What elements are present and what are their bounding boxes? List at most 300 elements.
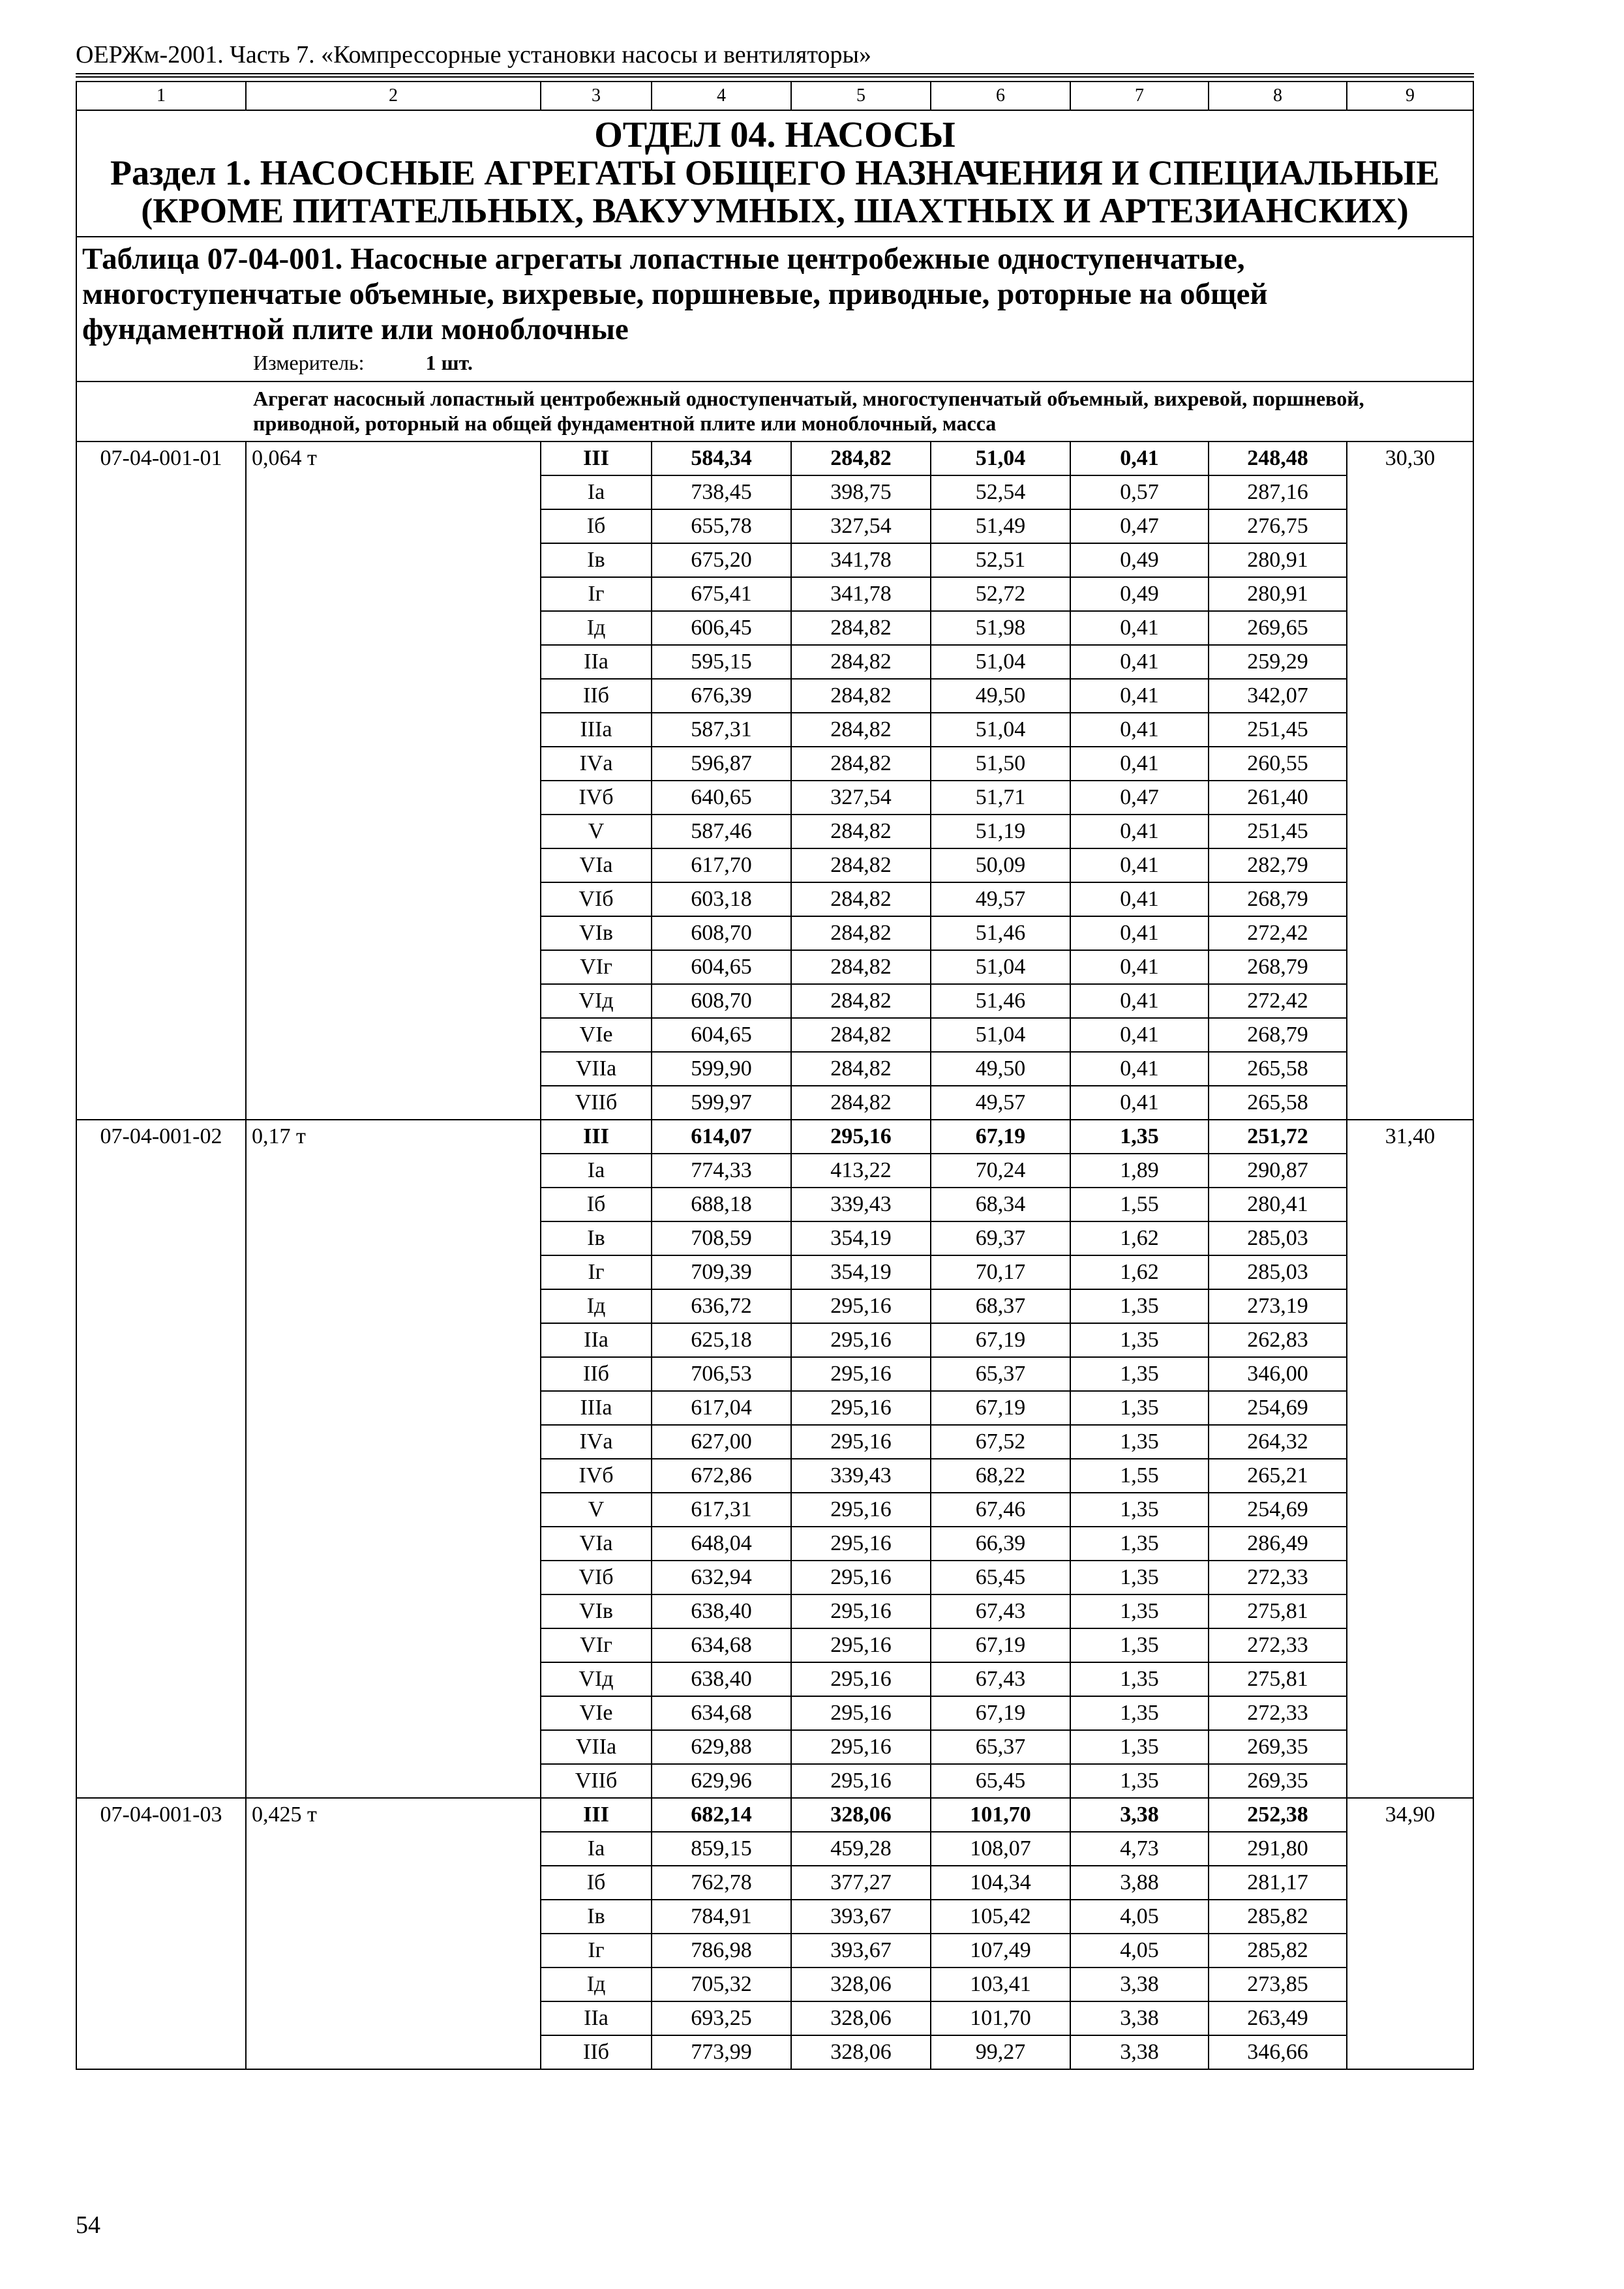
direct-costs: 627,00	[652, 1425, 791, 1459]
wages: 328,06	[791, 2035, 931, 2069]
zone-label: Iг	[541, 1934, 652, 1967]
measurer-label: Измеритель:	[253, 351, 365, 374]
direct-costs: 774,33	[652, 1154, 791, 1188]
zone-label: Iв	[541, 1900, 652, 1934]
driver-wages: 1,35	[1070, 1764, 1209, 1798]
materials: 264,32	[1209, 1425, 1347, 1459]
zone-label: Iг	[541, 577, 652, 611]
direct-costs: 608,70	[652, 984, 791, 1018]
machine-costs: 51,04	[931, 950, 1070, 984]
direct-costs: 672,86	[652, 1459, 791, 1493]
wages: 295,16	[791, 1289, 931, 1323]
zone-label: V	[541, 815, 652, 848]
wages: 339,43	[791, 1188, 931, 1221]
machine-costs: 108,07	[931, 1832, 1070, 1866]
materials: 273,19	[1209, 1289, 1347, 1323]
wages: 295,16	[791, 1628, 931, 1662]
zone-label: IIб	[541, 679, 652, 713]
machine-costs: 51,49	[931, 509, 1070, 543]
zone-label: IIб	[541, 2035, 652, 2069]
driver-wages: 3,88	[1070, 1866, 1209, 1900]
driver-wages: 3,38	[1070, 2035, 1209, 2069]
materials: 268,79	[1209, 950, 1347, 984]
driver-wages: 1,35	[1070, 1425, 1209, 1459]
direct-costs: 676,39	[652, 679, 791, 713]
machine-costs: 51,46	[931, 984, 1070, 1018]
zone-label: VIа	[541, 848, 652, 882]
zone-label: VIб	[541, 1561, 652, 1594]
zone-label: IVа	[541, 747, 652, 781]
zone-label: Iб	[541, 509, 652, 543]
driver-wages: 1,35	[1070, 1696, 1209, 1730]
machine-costs: 65,37	[931, 1730, 1070, 1764]
section-heading	[76, 110, 1473, 237]
zone-label: Iв	[541, 1221, 652, 1255]
wages: 341,78	[791, 577, 931, 611]
direct-costs: 604,65	[652, 950, 791, 984]
machine-costs: 67,43	[931, 1594, 1070, 1628]
materials: 262,83	[1209, 1323, 1347, 1357]
machine-costs: 67,19	[931, 1323, 1070, 1357]
wages: 393,67	[791, 1900, 931, 1934]
wages: 284,82	[791, 747, 931, 781]
measurer-unit: 1 шт.	[425, 351, 473, 374]
machine-costs: 49,57	[931, 1086, 1070, 1120]
machine-costs: 66,39	[931, 1527, 1070, 1561]
direct-costs: 614,07	[652, 1120, 791, 1154]
zone-label: Iд	[541, 1289, 652, 1323]
zone-label: VIIа	[541, 1730, 652, 1764]
direct-costs: 675,20	[652, 543, 791, 577]
zone-label: Iб	[541, 1866, 652, 1900]
column-number: 3	[541, 82, 652, 110]
materials: 251,72	[1209, 1120, 1347, 1154]
materials: 272,33	[1209, 1696, 1347, 1730]
direct-costs: 675,41	[652, 577, 791, 611]
direct-costs: 738,45	[652, 475, 791, 509]
zone-label: VIIа	[541, 1052, 652, 1086]
wages: 413,22	[791, 1154, 931, 1188]
materials: 282,79	[1209, 848, 1347, 882]
machine-costs: 51,46	[931, 916, 1070, 950]
driver-wages: 1,35	[1070, 1730, 1209, 1764]
materials: 265,58	[1209, 1086, 1347, 1120]
wages: 284,82	[791, 815, 931, 848]
driver-wages: 0,41	[1070, 611, 1209, 645]
driver-wages: 0,57	[1070, 475, 1209, 509]
wages: 284,82	[791, 882, 931, 916]
direct-costs: 634,68	[652, 1628, 791, 1662]
direct-costs: 706,53	[652, 1357, 791, 1391]
driver-wages: 0,41	[1070, 916, 1209, 950]
materials: 272,42	[1209, 984, 1347, 1018]
driver-wages: 0,49	[1070, 577, 1209, 611]
zone-label: Iв	[541, 543, 652, 577]
zone-label: IVб	[541, 1459, 652, 1493]
direct-costs: 655,78	[652, 509, 791, 543]
driver-wages: 1,35	[1070, 1561, 1209, 1594]
table-title: Таблица 07-04-001. Насосные агрегаты лопастные центробежные одноступенчатые, многоступенчатые объемные, вихревые, поршневые, приводные, роторные на общей фундаментной плите или моноблочные	[82, 242, 1268, 346]
wages: 284,82	[791, 1052, 931, 1086]
machine-costs: 101,70	[931, 2001, 1070, 2035]
direct-costs: 617,70	[652, 848, 791, 882]
driver-wages: 1,35	[1070, 1628, 1209, 1662]
materials: 285,03	[1209, 1221, 1347, 1255]
table-row	[76, 1120, 1473, 1154]
zone-label: IIб	[541, 1357, 652, 1391]
column-number: 6	[931, 82, 1070, 110]
driver-wages: 0,41	[1070, 441, 1209, 475]
labor-cost: 34,90	[1347, 1798, 1473, 2069]
wages: 377,27	[791, 1866, 931, 1900]
machine-costs: 99,27	[931, 2035, 1070, 2069]
materials: 248,48	[1209, 441, 1347, 475]
zone-label: III	[541, 1120, 652, 1154]
zone-label: Iа	[541, 475, 652, 509]
driver-wages: 0,41	[1070, 815, 1209, 848]
materials: 254,69	[1209, 1391, 1347, 1425]
direct-costs: 606,45	[652, 611, 791, 645]
materials: 342,07	[1209, 679, 1347, 713]
materials: 275,81	[1209, 1662, 1347, 1696]
machine-costs: 52,51	[931, 543, 1070, 577]
resource-mass: 0,17 т	[246, 1120, 541, 1798]
machine-costs: 104,34	[931, 1866, 1070, 1900]
driver-wages: 4,05	[1070, 1900, 1209, 1934]
machine-costs: 67,19	[931, 1120, 1070, 1154]
machine-costs: 50,09	[931, 848, 1070, 882]
wages: 295,16	[791, 1425, 931, 1459]
direct-costs: 617,04	[652, 1391, 791, 1425]
machine-costs: 51,50	[931, 747, 1070, 781]
machine-costs: 51,71	[931, 781, 1070, 815]
machine-costs: 68,22	[931, 1459, 1070, 1493]
machine-costs: 52,54	[931, 475, 1070, 509]
driver-wages: 0,41	[1070, 882, 1209, 916]
direct-costs: 648,04	[652, 1527, 791, 1561]
zone-label: VIг	[541, 1628, 652, 1662]
materials: 280,41	[1209, 1188, 1347, 1221]
rate-code: 07-04-001-03	[76, 1798, 246, 2069]
resource-mass: 0,064 т	[246, 441, 541, 1120]
wages: 393,67	[791, 1934, 931, 1967]
zone-label: Iг	[541, 1255, 652, 1289]
wages: 295,16	[791, 1527, 931, 1561]
materials: 276,75	[1209, 509, 1347, 543]
zone-label: III	[541, 1798, 652, 1832]
materials: 265,58	[1209, 1052, 1347, 1086]
materials: 280,91	[1209, 577, 1347, 611]
wages: 328,06	[791, 2001, 931, 2035]
wages: 284,82	[791, 1018, 931, 1052]
table-title-row	[76, 237, 1473, 382]
machine-costs: 67,19	[931, 1391, 1070, 1425]
wages: 295,16	[791, 1730, 931, 1764]
column-number: 5	[791, 82, 931, 110]
machine-costs: 49,57	[931, 882, 1070, 916]
direct-costs: 638,40	[652, 1662, 791, 1696]
driver-wages: 3,38	[1070, 1798, 1209, 1832]
machine-costs: 65,45	[931, 1561, 1070, 1594]
machine-costs: 49,50	[931, 1052, 1070, 1086]
direct-costs: 693,25	[652, 2001, 791, 2035]
machine-costs: 105,42	[931, 1900, 1070, 1934]
zone-label: VIа	[541, 1527, 652, 1561]
wages: 284,82	[791, 1086, 931, 1120]
materials: 275,81	[1209, 1594, 1347, 1628]
driver-wages: 0,41	[1070, 984, 1209, 1018]
machine-costs: 52,72	[931, 577, 1070, 611]
price-table	[76, 81, 1474, 2070]
materials: 273,85	[1209, 1967, 1347, 2001]
driver-wages: 4,73	[1070, 1832, 1209, 1866]
column-number: 4	[652, 82, 791, 110]
driver-wages: 4,05	[1070, 1934, 1209, 1967]
wages: 284,82	[791, 645, 931, 679]
wages: 398,75	[791, 475, 931, 509]
direct-costs: 688,18	[652, 1188, 791, 1221]
machine-costs: 107,49	[931, 1934, 1070, 1967]
zone-label: IVб	[541, 781, 652, 815]
direct-costs: 595,15	[652, 645, 791, 679]
driver-wages: 0,41	[1070, 713, 1209, 747]
machine-costs: 51,04	[931, 645, 1070, 679]
materials: 261,40	[1209, 781, 1347, 815]
driver-wages: 1,35	[1070, 1323, 1209, 1357]
driver-wages: 1,35	[1070, 1357, 1209, 1391]
zone-label: IIIа	[541, 713, 652, 747]
labor-cost: 31,40	[1347, 1120, 1473, 1798]
machine-costs: 51,98	[931, 611, 1070, 645]
materials: 265,21	[1209, 1459, 1347, 1493]
driver-wages: 1,35	[1070, 1662, 1209, 1696]
materials: 272,33	[1209, 1628, 1347, 1662]
wages: 295,16	[791, 1594, 931, 1628]
machine-costs: 69,37	[931, 1221, 1070, 1255]
description-cell	[76, 382, 1473, 441]
department-title: ОТДЕЛ 04. НАСОСЫ	[594, 115, 955, 155]
direct-costs: 682,14	[652, 1798, 791, 1832]
driver-wages: 1,35	[1070, 1493, 1209, 1527]
wages: 459,28	[791, 1832, 931, 1866]
machine-costs: 67,52	[931, 1425, 1070, 1459]
zone-label: VIIб	[541, 1764, 652, 1798]
zone-label: IIа	[541, 1323, 652, 1357]
zone-label: VIд	[541, 1662, 652, 1696]
machine-costs: 101,70	[931, 1798, 1070, 1832]
materials: 269,35	[1209, 1730, 1347, 1764]
zone-label: IIа	[541, 2001, 652, 2035]
driver-wages: 0,41	[1070, 747, 1209, 781]
wages: 284,82	[791, 441, 931, 475]
table-row	[76, 441, 1473, 475]
materials: 268,79	[1209, 1018, 1347, 1052]
wages: 341,78	[791, 543, 931, 577]
machine-costs: 68,37	[931, 1289, 1070, 1323]
driver-wages: 0,41	[1070, 1086, 1209, 1120]
machine-costs: 51,04	[931, 713, 1070, 747]
materials: 268,79	[1209, 882, 1347, 916]
wages: 284,82	[791, 916, 931, 950]
driver-wages: 0,41	[1070, 950, 1209, 984]
description-row	[76, 382, 1473, 441]
driver-wages: 0,41	[1070, 848, 1209, 882]
running-header: ОЕРЖм-2001. Часть 7. «Компрессорные установки насосы и вентиляторы»	[76, 41, 872, 68]
wages: 284,82	[791, 950, 931, 984]
materials: 252,38	[1209, 1798, 1347, 1832]
materials: 290,87	[1209, 1154, 1347, 1188]
wages: 284,82	[791, 984, 931, 1018]
zone-label: VIIб	[541, 1086, 652, 1120]
machine-costs: 65,37	[931, 1357, 1070, 1391]
direct-costs: 584,34	[652, 441, 791, 475]
driver-wages: 1,35	[1070, 1391, 1209, 1425]
machine-costs: 49,50	[931, 679, 1070, 713]
wages: 295,16	[791, 1662, 931, 1696]
wages: 295,16	[791, 1391, 931, 1425]
materials: 272,42	[1209, 916, 1347, 950]
materials: 254,69	[1209, 1493, 1347, 1527]
direct-costs: 709,39	[652, 1255, 791, 1289]
direct-costs: 608,70	[652, 916, 791, 950]
machine-costs: 67,19	[931, 1628, 1070, 1662]
machine-costs: 51,04	[931, 441, 1070, 475]
driver-wages: 1,35	[1070, 1594, 1209, 1628]
driver-wages: 0,41	[1070, 679, 1209, 713]
wages: 339,43	[791, 1459, 931, 1493]
wages: 295,16	[791, 1764, 931, 1798]
column-number: 2	[246, 82, 541, 110]
machine-costs: 65,45	[931, 1764, 1070, 1798]
rate-code: 07-04-001-02	[76, 1120, 246, 1798]
direct-costs: 603,18	[652, 882, 791, 916]
column-number: 8	[1209, 82, 1347, 110]
machine-costs: 68,34	[931, 1188, 1070, 1221]
wages: 295,16	[791, 1120, 931, 1154]
zone-label: VIе	[541, 1696, 652, 1730]
zone-label: VIб	[541, 882, 652, 916]
section-title: Раздел 1. НАСОСНЫЕ АГРЕГАТЫ ОБЩЕГО НАЗНАЧЕНИЯ И СПЕЦИАЛЬНЫЕ (КРОМЕ ПИТАТЕЛЬНЫХ, ВАКУУМНЫХ, ШАХТНЫХ И АРТЕЗИАНСКИХ)	[110, 153, 1440, 230]
rate-code: 07-04-001-01	[76, 441, 246, 1120]
materials: 285,03	[1209, 1255, 1347, 1289]
wages: 284,82	[791, 611, 931, 645]
driver-wages: 1,62	[1070, 1221, 1209, 1255]
direct-costs: 587,31	[652, 713, 791, 747]
zone-label: V	[541, 1493, 652, 1527]
wages: 328,06	[791, 1967, 931, 2001]
machine-costs: 51,19	[931, 815, 1070, 848]
direct-costs: 773,99	[652, 2035, 791, 2069]
direct-costs: 587,46	[652, 815, 791, 848]
wages: 295,16	[791, 1561, 931, 1594]
zone-label: III	[541, 441, 652, 475]
driver-wages: 0,41	[1070, 1018, 1209, 1052]
direct-costs: 629,96	[652, 1764, 791, 1798]
direct-costs: 640,65	[652, 781, 791, 815]
driver-wages: 0,41	[1070, 1052, 1209, 1086]
zone-label: IVа	[541, 1425, 652, 1459]
machine-costs: 70,24	[931, 1154, 1070, 1188]
direct-costs: 604,65	[652, 1018, 791, 1052]
driver-wages: 1,55	[1070, 1459, 1209, 1493]
zone-label: VIг	[541, 950, 652, 984]
wages: 295,16	[791, 1323, 931, 1357]
table-row	[76, 1798, 1473, 1832]
direct-costs: 625,18	[652, 1323, 791, 1357]
materials: 281,17	[1209, 1866, 1347, 1900]
driver-wages: 0,47	[1070, 781, 1209, 815]
direct-costs: 636,72	[652, 1289, 791, 1323]
zone-label: VIв	[541, 916, 652, 950]
wages: 327,54	[791, 781, 931, 815]
direct-costs: 629,88	[652, 1730, 791, 1764]
driver-wages: 1,35	[1070, 1527, 1209, 1561]
materials: 260,55	[1209, 747, 1347, 781]
zone-label: VIе	[541, 1018, 652, 1052]
wages: 295,16	[791, 1493, 931, 1527]
direct-costs: 708,59	[652, 1221, 791, 1255]
column-number: 9	[1347, 82, 1473, 110]
materials: 269,35	[1209, 1764, 1347, 1798]
direct-costs: 784,91	[652, 1900, 791, 1934]
header-rule-double	[76, 76, 1474, 78]
materials: 263,49	[1209, 2001, 1347, 2035]
materials: 285,82	[1209, 1900, 1347, 1934]
direct-costs: 599,90	[652, 1052, 791, 1086]
driver-wages: 1,35	[1070, 1120, 1209, 1154]
materials: 269,65	[1209, 611, 1347, 645]
materials: 272,33	[1209, 1561, 1347, 1594]
zone-label: Iа	[541, 1832, 652, 1866]
wages: 295,16	[791, 1696, 931, 1730]
zone-label: Iд	[541, 1967, 652, 2001]
direct-costs: 617,31	[652, 1493, 791, 1527]
column-number-row	[76, 82, 1473, 110]
machine-costs: 70,17	[931, 1255, 1070, 1289]
wages: 284,82	[791, 679, 931, 713]
zone-label: IIIа	[541, 1391, 652, 1425]
materials: 280,91	[1209, 543, 1347, 577]
wages: 327,54	[791, 509, 931, 543]
materials: 259,29	[1209, 645, 1347, 679]
wages: 354,19	[791, 1255, 931, 1289]
direct-costs: 859,15	[652, 1832, 791, 1866]
zone-label: IIа	[541, 645, 652, 679]
section-header-row	[76, 110, 1473, 237]
wages: 284,82	[791, 713, 931, 747]
resource-mass: 0,425 т	[246, 1798, 541, 2069]
table-title-cell	[76, 237, 1473, 382]
measurer	[82, 348, 1467, 377]
materials: 287,16	[1209, 475, 1347, 509]
materials: 286,49	[1209, 1527, 1347, 1561]
materials: 346,66	[1209, 2035, 1347, 2069]
zone-label: Iа	[541, 1154, 652, 1188]
machine-costs: 51,04	[931, 1018, 1070, 1052]
machine-costs: 67,46	[931, 1493, 1070, 1527]
driver-wages: 1,62	[1070, 1255, 1209, 1289]
materials: 291,80	[1209, 1832, 1347, 1866]
wages: 284,82	[791, 848, 931, 882]
driver-wages: 3,38	[1070, 2001, 1209, 2035]
labor-cost: 30,30	[1347, 441, 1473, 1120]
column-number: 7	[1070, 82, 1209, 110]
materials: 285,82	[1209, 1934, 1347, 1967]
direct-costs: 596,87	[652, 747, 791, 781]
zone-label: Iд	[541, 611, 652, 645]
machine-costs: 103,41	[931, 1967, 1070, 2001]
materials: 346,00	[1209, 1357, 1347, 1391]
